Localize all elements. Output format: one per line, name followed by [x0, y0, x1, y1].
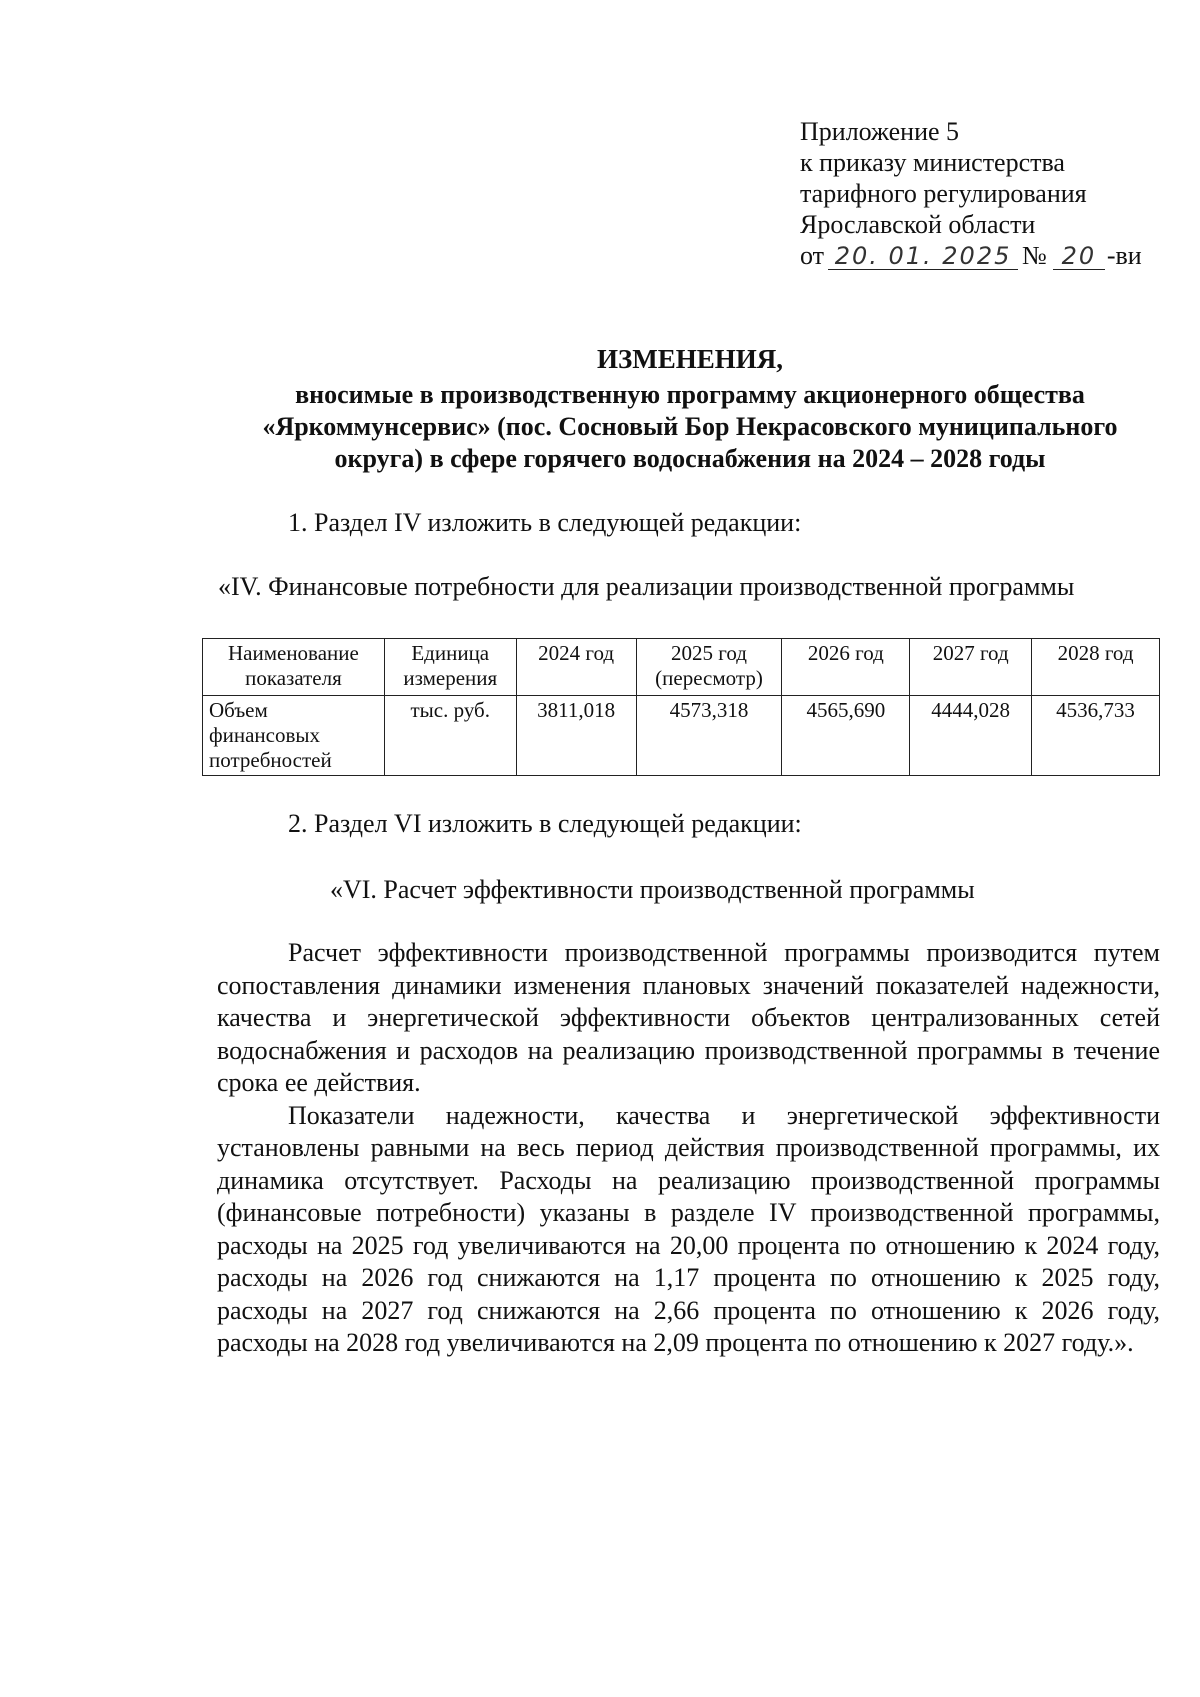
number-label: № — [1022, 241, 1047, 270]
table-row — [203, 696, 1160, 776]
title-line: округа) в сфере горячего водоснабжения на 2024 – 2028 годы — [334, 444, 1046, 473]
title-line: «Яркоммунсервис» (пос. Сосновый Бор Некрасовского муниципального — [262, 412, 1118, 441]
body-text — [217, 937, 1160, 1360]
handwritten-date: 20. 01. 2025 — [828, 243, 1018, 270]
value-cell-2024: 3811,018 — [516, 696, 636, 776]
unit-cell: тыс. руб. — [384, 696, 516, 776]
appendix-line: Приложение 5 — [800, 117, 960, 146]
table-header-row — [203, 639, 1160, 696]
header-cell: 2027 год — [910, 639, 1032, 696]
indicator-name-cell: Объем финансовых потребностей — [203, 696, 385, 776]
document-title — [200, 343, 1180, 475]
section-4-title: «IV. Финансовые потребности для реализации производственной программы — [218, 572, 1075, 601]
appendix-line: Ярославской области — [800, 210, 1036, 239]
from-label: от — [800, 241, 825, 270]
item-1: 1. Раздел IV изложить в следующей редакции: — [288, 508, 802, 537]
appendix-line: к приказу министерства — [800, 148, 1065, 177]
appendix-line: тарифного регулирования — [800, 179, 1087, 208]
order-date-number — [800, 240, 1142, 271]
header-cell: 2025 год (пересмотр) — [636, 639, 782, 696]
header-cell: 2024 год — [516, 639, 636, 696]
header-cell: 2028 год — [1032, 639, 1160, 696]
section-6-title: «VI. Расчет эффективности производственной программы — [330, 875, 975, 904]
appendix-header — [800, 116, 1142, 271]
header-cell: 2026 год — [782, 639, 910, 696]
handwritten-number: 20 — [1053, 243, 1105, 270]
value-cell-2028: 4536,733 — [1032, 696, 1160, 776]
number-suffix: -ви — [1106, 241, 1142, 270]
paragraph: Расчет эффективности производственной программы производится путем сопоставления динамики изменения плановых значений показателей надежности, качества и энергетической эффективности объектов централизованных сетей водоснабжения и расходов на реализацию производственной программы в течение срока ее действия. — [217, 938, 1160, 1097]
header-cell: Единица измерения — [384, 639, 516, 696]
title-main: ИЗМЕНЕНИЯ, — [596, 344, 783, 374]
value-cell-2027: 4444,028 — [910, 696, 1032, 776]
title-line: вносимые в производственную программу акционерного общества — [295, 380, 1085, 409]
paragraph: Показатели надежности, качества и энергетической эффективности установлены равными на весь период действия производственной программы, их динамика отсутствует. Расходы на реализацию производственной программы (финансовые потребности) указаны в разделе IV производственной программы, расходы на 2025 год увеличиваются на 20,00 процента по отношению к 2024 году, расходы на 2026 год снижаются на 1,17 процента по отношению к 2025 году, расходы на 2027 год снижаются на 2,66 процента по отношению к 2026 году, расходы на 2028 год увеличиваются на 2,09 процента по отношению к 2027 году.». — [217, 1100, 1160, 1357]
value-cell-2025: 4573,318 — [636, 696, 782, 776]
value-cell-2026: 4565,690 — [782, 696, 910, 776]
header-cell: Наименование показателя — [203, 639, 385, 696]
financial-needs-table — [202, 638, 1160, 776]
item-2: 2. Раздел VI изложить в следующей редакции: — [288, 809, 802, 838]
